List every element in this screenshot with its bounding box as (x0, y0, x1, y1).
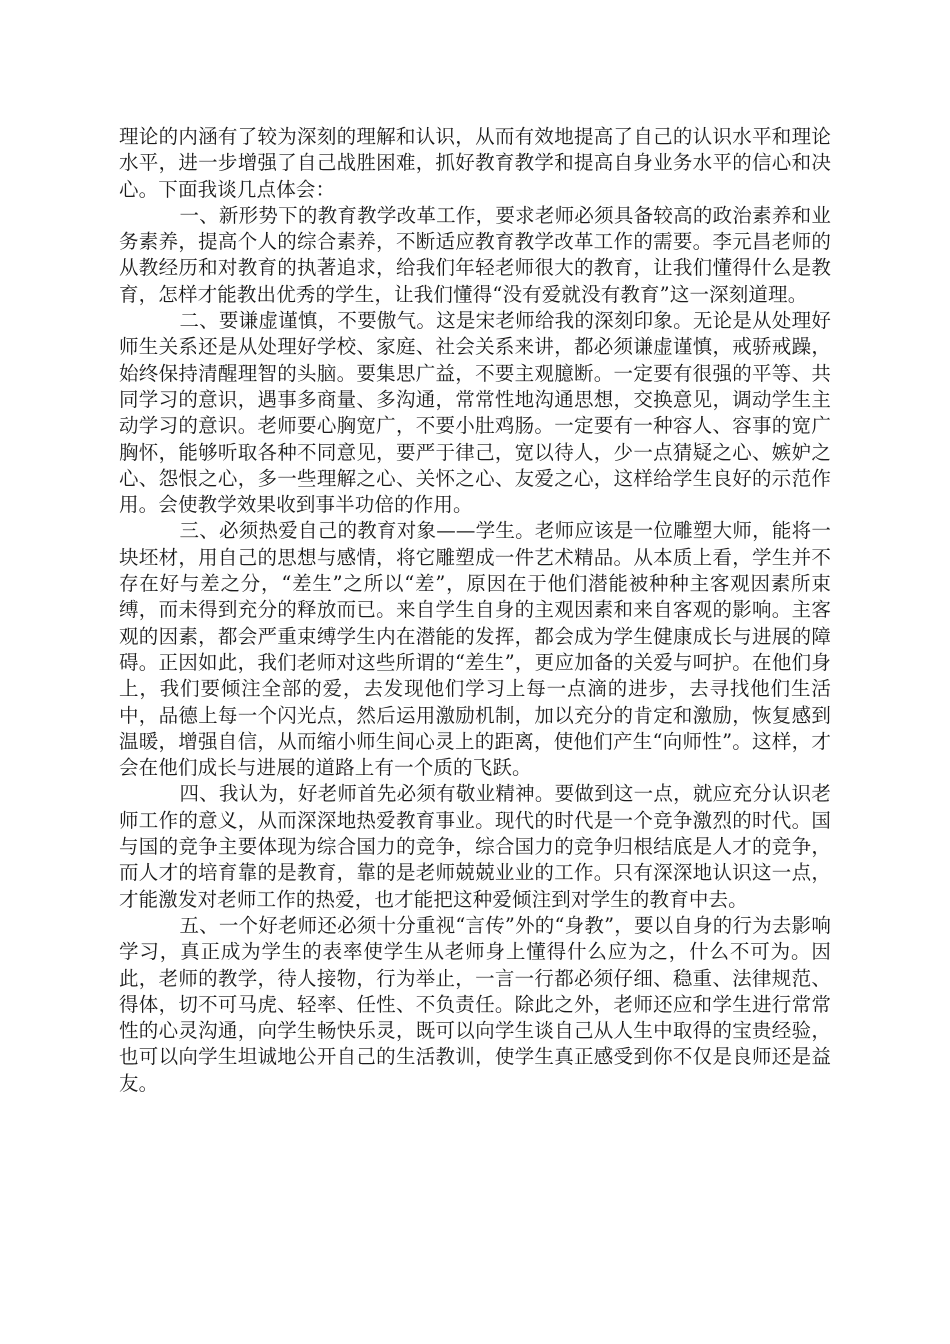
paragraph-point-4: 四、我认为，好老师首先必须有敬业精神。要做到这一点，就应充分认识老师工作的意义，从而深深地热爱教育事业。现代的时代是一个竞争激烈的时代。国与国的竞争主要体现为综合国力的竞争，综合国力的竞争归根结底是人才的竞争，而人才的培育靠的是教育，靠的是老师兢兢业业的工作。只有深深地认识这一点，才能激发对老师工作的热爱，也才能把这种爱倾注到对学生的教育中去。 (119, 782, 831, 911)
paragraph-intro: 理论的内涵有了较为深刻的理解和认识，从而有效地提高了自己的认识水平和理论水平，进一步增强了自己战胜困难，抓好教育教学和提高自身业务水平的信心和决心。下面我谈几点体会： (119, 125, 831, 201)
paragraph-point-5: 五、一个好老师还必须十分重视“言传”外的“身教”，要以自身的行为去影响学习，真正成为学生的表率使学生从老师身上懂得什么应为之，什么不可为。因此，老师的教学，待人接物，行为举止，一言一行都必须仔细、稳重、法律规范、得体，切不可马虎、轻率、任性、不负责任。除此之外，老师还应和学生进行常常性的心灵沟通，向学生畅快乐灵，既可以向学生谈自己从人生中取得的宝贵经验，也可以向学生坦诚地公开自己的生活教训，使学生真正感受到你不仅是良师还是益友。 (119, 913, 831, 1095)
paragraph-point-3: 三、必须热爱自己的教育对象——学生。老师应该是一位雕塑大师，能将一块坯材，用自己的思想与感情，将它雕塑成一件艺术精品。从本质上看，学生并不存在好与差之分，“差生”之所以“差”，原因在于他们潜能被种种主客观因素所束缚，而未得到充分的释放而已。来自学生自身的主观因素和来自客观的影响。主客观的因素，都会严重束缚学生内在潜能的发挥，都会成为学生健康成长与进展的障碍。正因如此，我们老师对这些所谓的“差生”，更应加备的关爱与呵护。在他们身上，我们要倾注全部的爱，去发现他们学习上每一点滴的进步，去寻找他们生活中，品德上每一个闪光点，然后运用激励机制，加以充分的肯定和激励，恢复感到温暖，增强自信，从而缩小师生间心灵上的距离，使他们产生“向师性”。这样，才会在他们成长与进展的道路上有一个质的飞跃。 (119, 519, 831, 780)
paragraph-point-1: 一、新形势下的教育教学改革工作，要求老师必须具备较高的政治素养和业务素养，提高个人的综合素养，不断适应教育教学改革工作的需要。李元昌老师的从教经历和对教育的执著追求，给我们年轻老师很大的教育，让我们懂得什么是教育，怎样才能教出优秀的学生，让我们懂得“没有爱就没有教育”这一深刻道理。 (119, 203, 831, 306)
paragraph-point-2: 二、要谦虚谨慎，不要傲气。这是宋老师给我的深刻印象。无论是从处理好师生关系还是从处理好学校、家庭、社会关系来讲，都必须谦虚谨慎，戒骄戒躁，始终保持清醒理智的头脑。要集思广益，不要主观臆断。一定要有很强的平等、共同学习的意识，遇事多商量、多沟通，常常性地沟通思想，交换意见，调动学生主动学习的意识。老师要心胸宽广，不要小肚鸡肠。一定要有一种容人、容事的宽广胸怀，能够听取各种不同意见，要严于律己，宽以待人，少一点猜疑之心、嫉妒之心、怨恨之心，多一些理解之心、关怀之心、友爱之心，这样给学生良好的示范作用。会使教学效果收到事半功倍的作用。 (119, 309, 831, 517)
document-body (119, 124, 831, 1097)
